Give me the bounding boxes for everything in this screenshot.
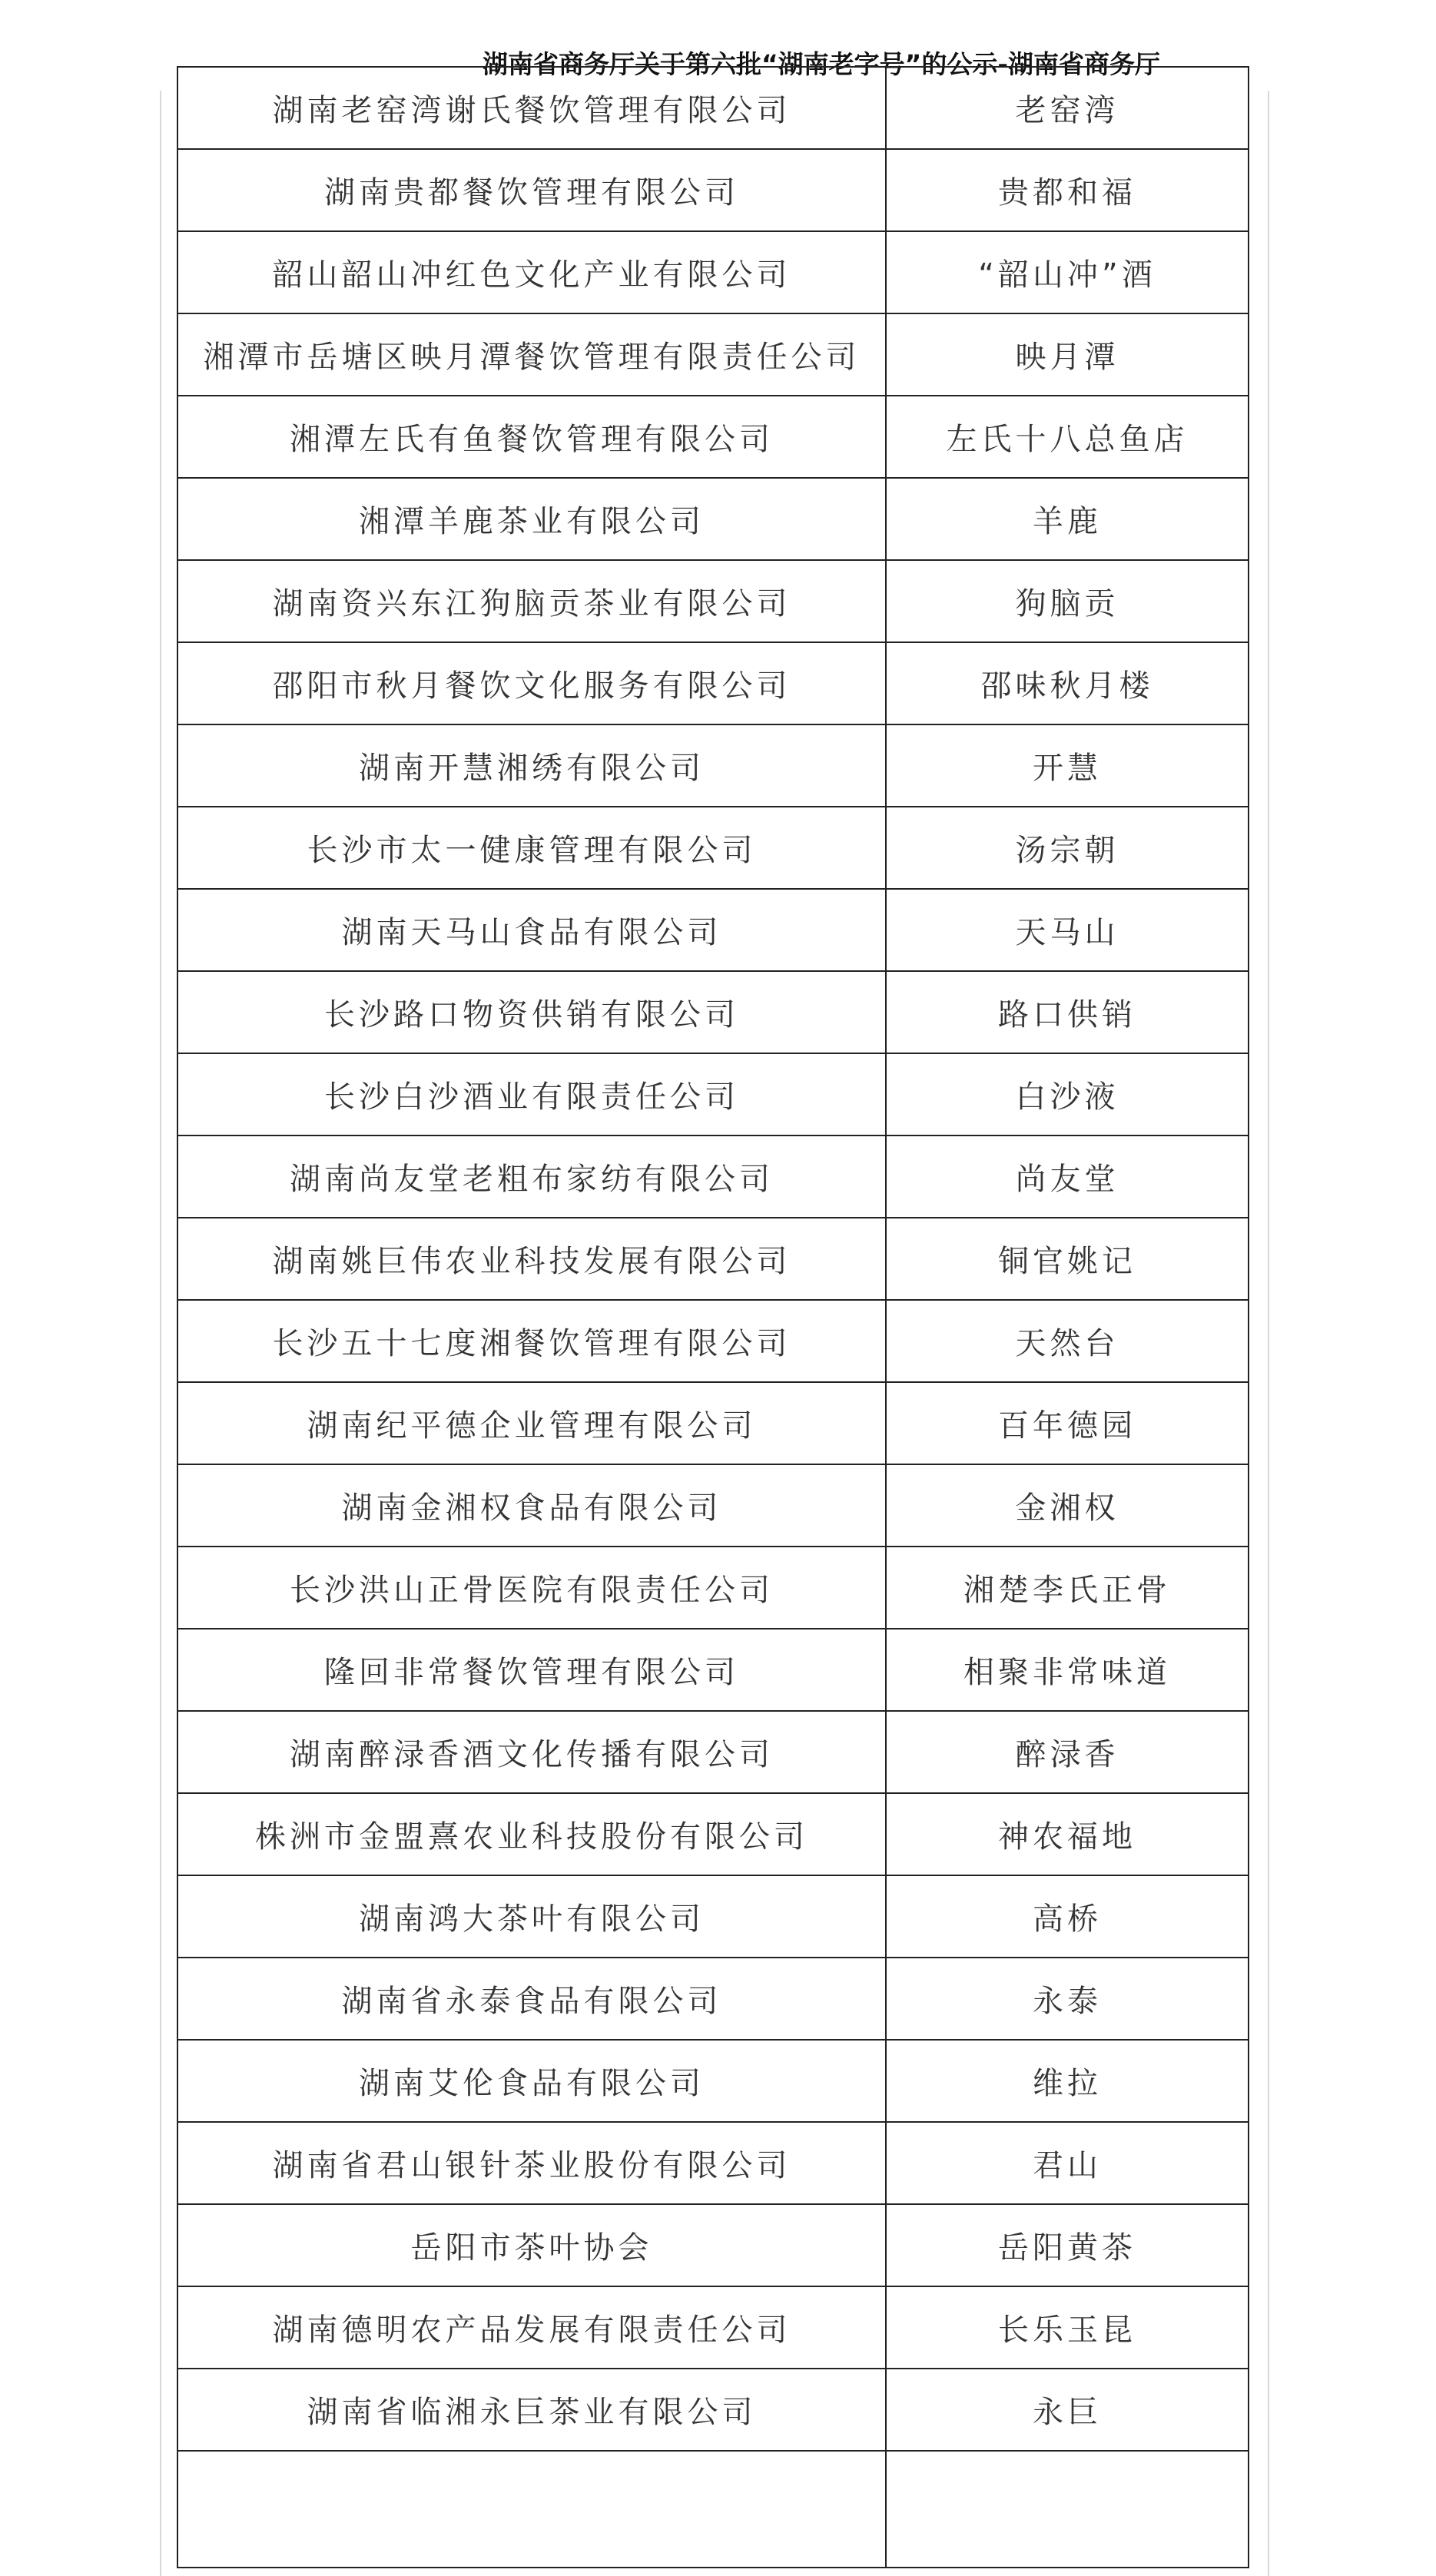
- company-name-cell: 湖南省永泰食品有限公司: [177, 1958, 886, 2040]
- company-name-cell: 湖南德明农产品发展有限责任公司: [177, 2286, 886, 2369]
- brand-name-cell: 永巨: [886, 2369, 1249, 2451]
- brand-name-cell: 君山: [886, 2122, 1249, 2204]
- company-table-body: [177, 67, 1249, 2568]
- table-row: [177, 724, 1249, 807]
- brand-name-cell: 岳阳黄茶: [886, 2204, 1249, 2286]
- brand-name-cell: 白沙液: [886, 1053, 1249, 1135]
- company-name-cell: [177, 2451, 886, 2568]
- brand-name-cell: 邵味秋月楼: [886, 642, 1249, 724]
- company-name-cell: 湖南省君山银针茶业股份有限公司: [177, 2122, 886, 2204]
- company-name-cell: 长沙市太一健康管理有限公司: [177, 807, 886, 889]
- table-row: [177, 1300, 1249, 1382]
- company-name-cell: 湖南鸿大茶叶有限公司: [177, 1875, 886, 1958]
- table-row: [177, 889, 1249, 971]
- table-row: [177, 396, 1249, 478]
- table-row: [177, 642, 1249, 724]
- table-row: [177, 231, 1249, 313]
- company-name-cell: 湖南开慧湘绣有限公司: [177, 724, 886, 807]
- company-name-cell: 湖南纪平德企业管理有限公司: [177, 1382, 886, 1464]
- brand-name-cell: 路口供销: [886, 971, 1249, 1053]
- table-row: [177, 2369, 1249, 2451]
- table-row: [177, 1382, 1249, 1464]
- brand-name-cell: 高桥: [886, 1875, 1249, 1958]
- company-table: [177, 66, 1249, 2568]
- brand-name-cell: 羊鹿: [886, 478, 1249, 560]
- table-row: [177, 1053, 1249, 1135]
- brand-name-cell: 左氏十八总鱼店: [886, 396, 1249, 478]
- table-row: [177, 971, 1249, 1053]
- company-name-cell: 长沙洪山正骨医院有限责任公司: [177, 1547, 886, 1629]
- table-row: [177, 560, 1249, 642]
- brand-name-cell: 长乐玉昆: [886, 2286, 1249, 2369]
- company-name-cell: 湖南醉渌香酒文化传播有限公司: [177, 1711, 886, 1793]
- brand-name-cell: 映月潭: [886, 313, 1249, 396]
- brand-name-cell: 天然台: [886, 1300, 1249, 1382]
- table-row: [177, 1958, 1249, 2040]
- company-name-cell: 湘潭羊鹿茶业有限公司: [177, 478, 886, 560]
- table-row: [177, 2122, 1249, 2204]
- company-name-cell: 株洲市金盟熹农业科技股份有限公司: [177, 1793, 886, 1875]
- company-name-cell: 湘潭左氏有鱼餐饮管理有限公司: [177, 396, 886, 478]
- page-title: 湖南省商务厅关于第六批“湖南老字号”的公示-湖南省商务厅: [482, 49, 1161, 79]
- table-row: [177, 1135, 1249, 1218]
- table-row: [177, 2040, 1249, 2122]
- brand-name-cell: 醉渌香: [886, 1711, 1249, 1793]
- company-name-cell: 长沙路口物资供销有限公司: [177, 971, 886, 1053]
- table-row: [177, 1711, 1249, 1793]
- table-row: [177, 1547, 1249, 1629]
- brand-name-cell: 尚友堂: [886, 1135, 1249, 1218]
- company-name-cell: 韶山韶山冲红色文化产业有限公司: [177, 231, 886, 313]
- table-row: [177, 2204, 1249, 2286]
- company-name-cell: 湖南金湘权食品有限公司: [177, 1464, 886, 1547]
- table-row: [177, 478, 1249, 560]
- brand-name-cell: 百年德园: [886, 1382, 1249, 1464]
- company-name-cell: 湖南资兴东江狗脑贡茶业有限公司: [177, 560, 886, 642]
- brand-name-cell: [886, 2451, 1249, 2568]
- brand-name-cell: 永泰: [886, 1958, 1249, 2040]
- table-row: [177, 67, 1249, 149]
- brand-name-cell: 狗脑贡: [886, 560, 1249, 642]
- brand-name-cell: 老窑湾: [886, 67, 1249, 149]
- brand-name-cell: 湘楚李氏正骨: [886, 1547, 1249, 1629]
- table-row: [177, 149, 1249, 231]
- company-name-cell: 湖南贵都餐饮管理有限公司: [177, 149, 886, 231]
- company-name-cell: 湖南尚友堂老粗布家纺有限公司: [177, 1135, 886, 1218]
- table-row: [177, 313, 1249, 396]
- company-name-cell: 邵阳市秋月餐饮文化服务有限公司: [177, 642, 886, 724]
- company-name-cell: 湖南老窑湾谢氏餐饮管理有限公司: [177, 67, 886, 149]
- company-name-cell: 湖南姚巨伟农业科技发展有限公司: [177, 1218, 886, 1300]
- brand-name-cell: 汤宗朝: [886, 807, 1249, 889]
- brand-name-cell: 维拉: [886, 2040, 1249, 2122]
- table-row: [177, 807, 1249, 889]
- company-name-cell: 岳阳市茶叶协会: [177, 2204, 886, 2286]
- brand-name-cell: 金湘权: [886, 1464, 1249, 1547]
- table-row: [177, 1464, 1249, 1547]
- table-row: [177, 1629, 1249, 1711]
- company-name-cell: 湖南艾伦食品有限公司: [177, 2040, 886, 2122]
- company-name-cell: 长沙五十七度湘餐饮管理有限公司: [177, 1300, 886, 1382]
- company-table-container: [177, 66, 1246, 2568]
- brand-name-cell: 铜官姚记: [886, 1218, 1249, 1300]
- brand-name-cell: 天马山: [886, 889, 1249, 971]
- brand-name-cell: 开慧: [886, 724, 1249, 807]
- table-row-partial: [177, 2451, 1249, 2568]
- brand-name-cell: 相聚非常味道: [886, 1629, 1249, 1711]
- brand-name-cell: “韶山冲”酒: [886, 231, 1249, 313]
- company-name-cell: 长沙白沙酒业有限责任公司: [177, 1053, 886, 1135]
- table-row: [177, 1875, 1249, 1958]
- table-row: [177, 1793, 1249, 1875]
- table-row: [177, 2286, 1249, 2369]
- brand-name-cell: 贵都和福: [886, 149, 1249, 231]
- company-name-cell: 湖南天马山食品有限公司: [177, 889, 886, 971]
- table-row: [177, 1218, 1249, 1300]
- company-name-cell: 隆回非常餐饮管理有限公司: [177, 1629, 886, 1711]
- company-name-cell: 湖南省临湘永巨茶业有限公司: [177, 2369, 886, 2451]
- company-name-cell: 湘潭市岳塘区映月潭餐饮管理有限责任公司: [177, 313, 886, 396]
- brand-name-cell: 神农福地: [886, 1793, 1249, 1875]
